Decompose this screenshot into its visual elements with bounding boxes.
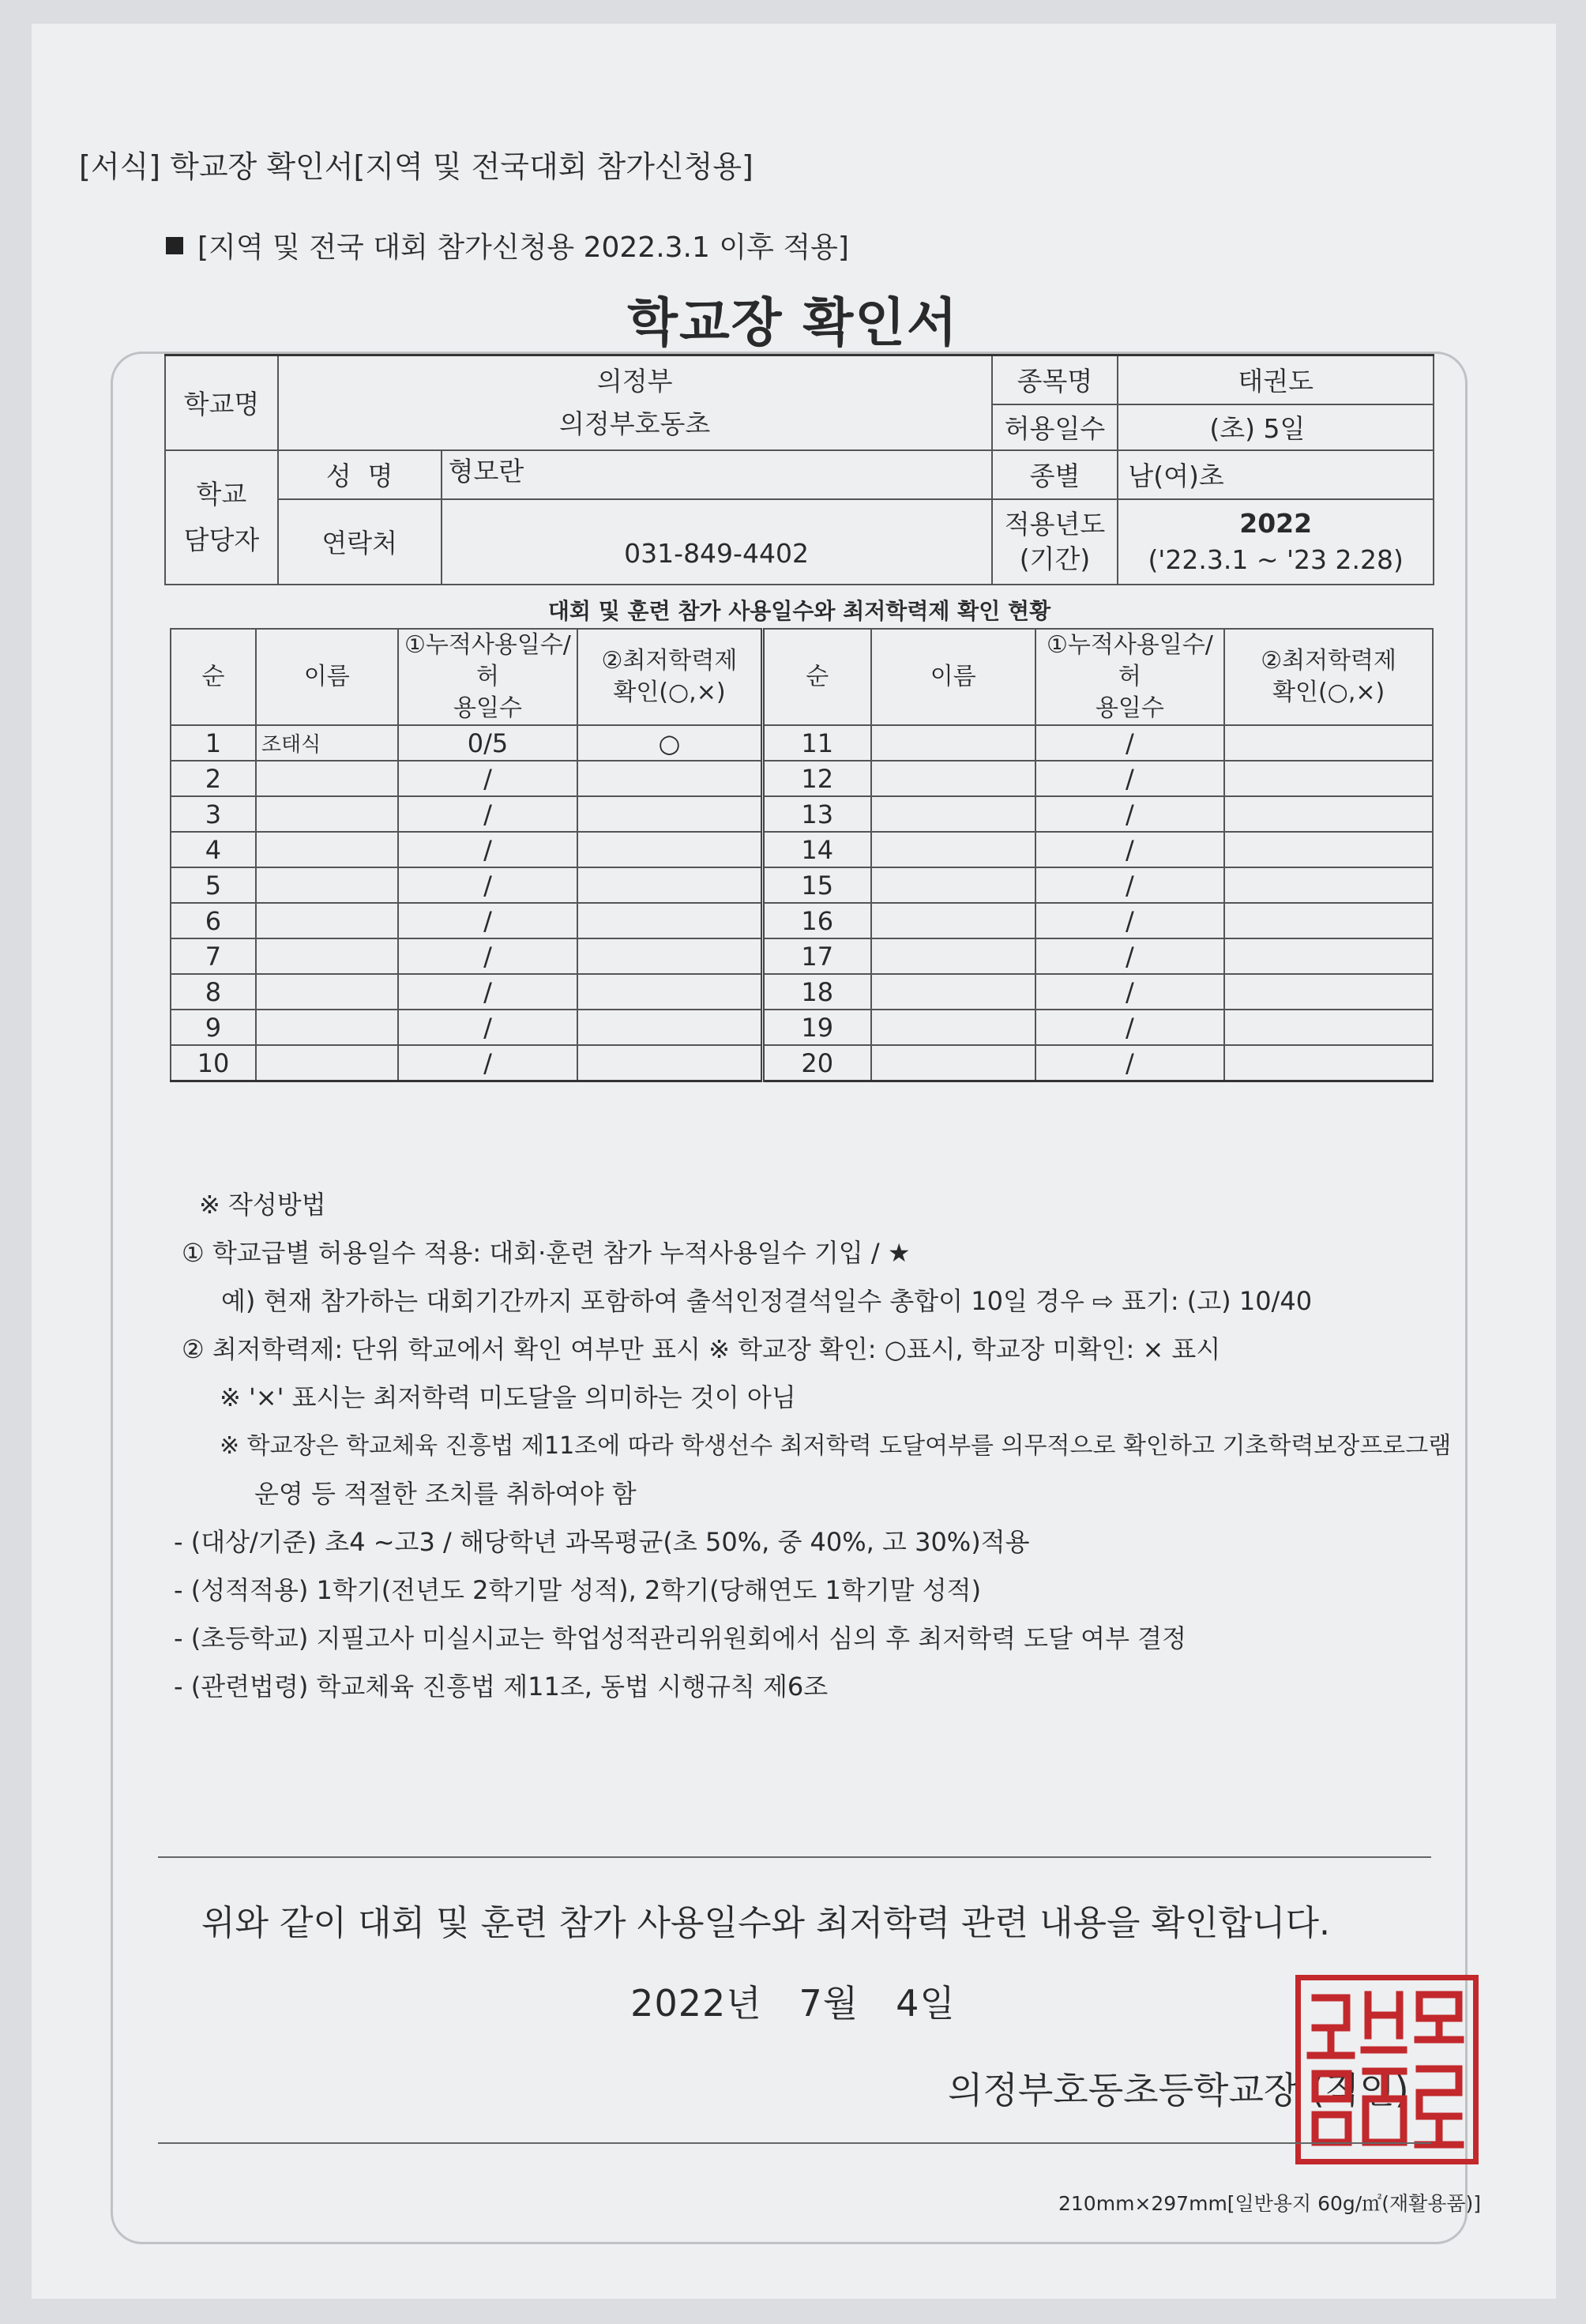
year-label xyxy=(992,499,1118,585)
col-check-left xyxy=(577,629,762,725)
row-days: / xyxy=(398,867,578,903)
row-days: / xyxy=(398,974,578,1010)
row-days: / xyxy=(398,1010,578,1045)
row-check xyxy=(1224,725,1433,761)
row-name xyxy=(256,903,398,938)
row-no: 18 xyxy=(762,974,871,1010)
days-label: 허용일수 xyxy=(992,404,1118,450)
row-name xyxy=(256,832,398,867)
school-line1: 의정부 xyxy=(596,365,673,397)
instructions xyxy=(174,1181,1452,1711)
event-value: 태권도 xyxy=(1118,355,1434,404)
table-row xyxy=(171,1045,1433,1081)
row-name xyxy=(871,903,1035,938)
row-check xyxy=(1224,761,1433,796)
table-row xyxy=(171,867,1433,903)
gender-label: 종별 xyxy=(992,450,1118,499)
row-check xyxy=(1224,867,1433,903)
col-check-left-line1: ②최저학력제 xyxy=(601,647,738,675)
row-check: ○ xyxy=(577,725,762,761)
row-no: 10 xyxy=(171,1045,256,1081)
roster-table xyxy=(170,628,1434,1082)
table-row xyxy=(171,796,1433,832)
row-name xyxy=(256,1045,398,1081)
instruction-item-1: ① 학교급별 허용일수 적용: 대회·훈련 참가 누적사용일수 기입 / ★ xyxy=(182,1238,911,1268)
year-label-line1: 적용년도 xyxy=(1004,508,1106,540)
school-label: 학교명 xyxy=(165,355,278,450)
row-days: / xyxy=(1035,974,1225,1010)
row-check xyxy=(1224,903,1433,938)
row-no: 1 xyxy=(171,725,256,761)
year-value-cell xyxy=(1118,499,1434,585)
row-days: / xyxy=(1035,1010,1225,1045)
row-check xyxy=(577,1045,762,1081)
row-no: 2 xyxy=(171,761,256,796)
row-check xyxy=(1224,1010,1433,1045)
principal-signature: 의정부호동초등학교장 (직인) xyxy=(948,2069,1409,2112)
row-days: / xyxy=(398,938,578,974)
subtitle xyxy=(166,225,849,265)
roster-header-row xyxy=(171,629,1433,725)
row-check xyxy=(1224,832,1433,867)
row-check xyxy=(1224,1045,1433,1081)
row-days: / xyxy=(398,832,578,867)
year-value: 2022 xyxy=(1239,507,1313,539)
row-check xyxy=(577,903,762,938)
row-name xyxy=(871,1010,1035,1045)
row-name xyxy=(871,1045,1035,1081)
row-no: 20 xyxy=(762,1045,871,1081)
row-name xyxy=(871,796,1035,832)
row-no: 5 xyxy=(171,867,256,903)
row-name: 조태식 xyxy=(256,725,398,761)
row-days: / xyxy=(1035,903,1225,938)
row-check xyxy=(1224,796,1433,832)
row-no: 3 xyxy=(171,796,256,832)
school-line2: 의정부호동초 xyxy=(559,408,711,439)
instructions-heading: ※ 작성방법 xyxy=(199,1190,326,1220)
table-row xyxy=(171,761,1433,796)
name-value: 형모란 xyxy=(442,450,992,499)
col-days-left xyxy=(398,629,578,725)
row-name xyxy=(871,867,1035,903)
subtitle-text: [지역 및 전국 대회 참가신청용 2022.3.1 이후 적용] xyxy=(197,231,849,264)
row-no: 6 xyxy=(171,903,256,938)
info-table xyxy=(164,354,1434,585)
row-name xyxy=(256,1010,398,1045)
row-days: 0/5 xyxy=(398,725,578,761)
row-no: 12 xyxy=(762,761,871,796)
row-days: / xyxy=(398,796,578,832)
row-days: / xyxy=(1035,725,1225,761)
col-check-right-line1: ②최저학력제 xyxy=(1261,647,1397,675)
row-days: / xyxy=(1035,1045,1225,1081)
row-check xyxy=(577,832,762,867)
col-days-left-line1: ①누적사용일수/허 xyxy=(404,631,571,690)
col-days-right-line2: 용일수 xyxy=(1095,694,1164,722)
divider-top xyxy=(158,1856,1431,1858)
row-no: 11 xyxy=(762,725,871,761)
row-no: 17 xyxy=(762,938,871,974)
row-no: 9 xyxy=(171,1010,256,1045)
row-check xyxy=(577,761,762,796)
days-value: (초) 5일 xyxy=(1118,404,1434,450)
period-value: ('22.3.1 ~ '23 2.28) xyxy=(1148,543,1404,575)
row-no: 8 xyxy=(171,974,256,1010)
row-no: 13 xyxy=(762,796,871,832)
date: 2022년 7월 4일 xyxy=(630,1982,956,2025)
table-row xyxy=(171,832,1433,867)
row-no: 7 xyxy=(171,938,256,974)
manager-label xyxy=(165,450,278,585)
col-check-right xyxy=(1224,629,1433,725)
row-no: 4 xyxy=(171,832,256,867)
row-days: / xyxy=(1035,832,1225,867)
divider-bottom xyxy=(158,2142,1431,2144)
instruction-note-2: ※ 학교장은 학교체육 진흥법 제11조에 따라 학생선수 최저학력 도달여부를 의무적으로 확인하고 기초학력보장프로그램 xyxy=(220,1432,1452,1460)
row-no: 15 xyxy=(762,867,871,903)
row-name xyxy=(256,796,398,832)
row-name xyxy=(871,938,1035,974)
row-name xyxy=(871,761,1035,796)
col-no-left: 순 xyxy=(171,629,256,725)
seal-glyph-icon xyxy=(1301,1980,1473,2159)
table-row xyxy=(171,938,1433,974)
row-name xyxy=(871,832,1035,867)
col-days-left-line2: 용일수 xyxy=(453,694,522,722)
row-days: / xyxy=(1035,796,1225,832)
form-label: [서식] 학교장 확인서[지역 및 전국대회 참가신청용] xyxy=(79,149,754,184)
status-title: 대회 및 훈련 참가 사용일수와 최저학력제 확인 현황 xyxy=(547,598,1051,624)
row-days: / xyxy=(1035,761,1225,796)
contact-label: 연락처 xyxy=(278,499,442,585)
instruction-dash-4: - (관련법령) 학교체육 진흥법 제11조, 동법 시행규칙 제6조 xyxy=(174,1672,829,1702)
row-check xyxy=(577,796,762,832)
instruction-dash-2: - (성적적용) 1학기(전년도 2학기말 성적), 2학기(당해연도 1학기말 성적) xyxy=(174,1575,982,1605)
row-no: 14 xyxy=(762,832,871,867)
row-check xyxy=(577,867,762,903)
instruction-note-2-cont: 운영 등 적절한 조치를 취하여야 함 xyxy=(254,1479,637,1509)
col-name-right: 이름 xyxy=(871,629,1035,725)
row-name xyxy=(871,974,1035,1010)
row-name xyxy=(256,974,398,1010)
row-name xyxy=(256,938,398,974)
paper-spec: 210mm×297mm[일반용지 60g/㎡(재활용품)] xyxy=(1058,2192,1482,2215)
table-row xyxy=(171,974,1433,1010)
page-title: 학교장 확인서 xyxy=(627,292,959,353)
col-check-left-line2: 확인(○,×) xyxy=(613,679,726,706)
manager-label-line1: 학교 xyxy=(196,478,247,510)
official-seal-icon xyxy=(1295,1975,1479,2164)
confirm-statement: 위와 같이 대회 및 훈련 참가 사용일수와 최저학력 관련 내용을 확인합니다. xyxy=(201,1903,1330,1943)
col-check-right-line2: 확인(○,×) xyxy=(1272,679,1385,706)
row-check xyxy=(1224,974,1433,1010)
col-days-right-line1: ①누적사용일수/허 xyxy=(1046,631,1213,690)
row-name xyxy=(256,761,398,796)
year-label-line2: (기간) xyxy=(1019,543,1091,574)
table-row xyxy=(171,725,1433,761)
school-value xyxy=(278,355,992,450)
instruction-item-1-example: 예) 현재 참가하는 대회기간까지 포함하여 출석인정결석일수 총합이 10일 경우 ⇨ 표기: (고) 10/40 xyxy=(221,1286,1313,1316)
contact-value: 031-849-4402 xyxy=(442,499,992,585)
square-bullet-icon xyxy=(166,237,183,254)
row-check xyxy=(577,938,762,974)
row-no: 19 xyxy=(762,1010,871,1045)
gender-value: 남(여)초 xyxy=(1118,450,1434,499)
row-days: / xyxy=(1035,867,1225,903)
name-label: 성 명 xyxy=(278,450,442,499)
event-label: 종목명 xyxy=(992,355,1118,404)
table-row xyxy=(171,1010,1433,1045)
row-check xyxy=(577,974,762,1010)
row-days: / xyxy=(398,1045,578,1081)
row-check xyxy=(577,1010,762,1045)
row-name xyxy=(871,725,1035,761)
row-days: / xyxy=(398,903,578,938)
instruction-note-1: ※ '×' 표시는 최저학력 미도달을 의미하는 것이 아님 xyxy=(220,1382,796,1412)
instruction-item-2: ② 최저학력제: 단위 학교에서 확인 여부만 표시 ※ 학교장 확인: ○표시, 학교장 미확인: × 표시 xyxy=(182,1334,1221,1364)
row-no: 16 xyxy=(762,903,871,938)
row-days: / xyxy=(398,761,578,796)
col-name-left: 이름 xyxy=(256,629,398,725)
row-check xyxy=(1224,938,1433,974)
instruction-dash-3: - (초등학교) 지필고사 미실시교는 학업성적관리위원회에서 심의 후 최저학력 도달 여부 결정 xyxy=(174,1623,1186,1653)
table-row xyxy=(171,903,1433,938)
manager-label-line2: 담당자 xyxy=(183,524,260,555)
row-days: / xyxy=(1035,938,1225,974)
row-name xyxy=(256,867,398,903)
col-days-right xyxy=(1035,629,1225,725)
instruction-dash-1: - (대상/기준) 초4 ~고3 / 해당학년 과목평균(초 50%, 중 40%, 고 30%)적용 xyxy=(174,1527,1030,1557)
col-no-right: 순 xyxy=(762,629,871,725)
